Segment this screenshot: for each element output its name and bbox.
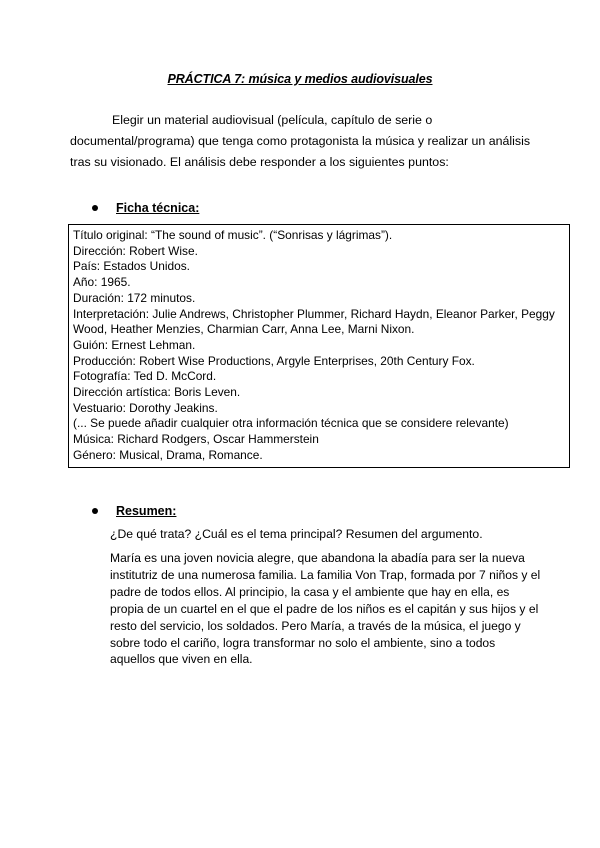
ficha-line: Música: Richard Rodgers, Oscar Hammerstein: [73, 432, 319, 447]
resumen-heading-label: Resumen:: [116, 504, 177, 518]
ficha-line: Año: 1965.: [73, 275, 131, 290]
ficha-line: Título original: “The sound of music”. (“Sonrisas y lágrimas”).: [73, 228, 393, 242]
bullet-icon: [92, 205, 98, 211]
ficha-line: Guión: Ernest Lehman.: [73, 337, 196, 352]
ficha-line: Vestuario: Dorothy Jeakins.: [73, 400, 218, 415]
ficha-heading-label: Ficha técnica:: [116, 201, 200, 215]
ficha-line: País: Estados Unidos.: [73, 259, 190, 274]
ficha-line: Interpretación: Julie Andrews, Christopher Plummer, Richard Haydn, Eleanor Parker, Peggy Wood, Heather Menzies, Charmian Carr, Anna Lee, Marni Nixon.: [73, 306, 555, 337]
ficha-line: Dirección: Robert Wise.: [73, 243, 198, 258]
bullet-icon: [92, 508, 98, 514]
ficha-line: Producción: Robert Wise Productions, Argyle Enterprises, 20th Century Fox.: [73, 353, 475, 368]
intro-paragraph: Elegir un material audiovisual (película, capítulo de serie o documental/programa) que tenga como protagonista la música y realizar un análisis tras su visionado. El análisis debe responder a los siguientes puntos:: [70, 113, 531, 169]
resumen-text: María es una joven novicia alegre, que abandona la abadía para ser la nueva institutriz de una numerosa familia. La familia Von Trap, formada por 7 niños y el padre de todos ellos. Al principio, la casa y el ambiente que hay en ella, es propia de un cuartel en el que el padre de los niños es el capitán y sus hijos y el resto del servicio, los soldados. Pero María, a través de la música, el juego y sobre todo el cariño, logra transformar no solo el ambiente, sino a todos aquellos que viven en ella.: [110, 551, 541, 667]
resumen-question: ¿De qué trata? ¿Cuál es el tema principal? Resumen del argumento.: [110, 527, 483, 541]
ficha-line: (... Se puede añadir cualquier otra información técnica que se considere relevante): [73, 416, 509, 431]
ficha-line: Fotografía: Ted D. McCord.: [73, 369, 217, 384]
resumen-heading: [92, 504, 176, 518]
ficha-line: Género: Musical, Drama, Romance.: [73, 447, 263, 462]
ficha-line: Dirección artística: Boris Leven.: [73, 385, 241, 400]
ficha-heading: [92, 201, 199, 215]
page-title: PRÁCTICA 7: música y medios audiovisuales: [167, 72, 433, 86]
ficha-box: [68, 224, 570, 468]
ficha-line: Duración: 172 minutos.: [73, 290, 196, 305]
